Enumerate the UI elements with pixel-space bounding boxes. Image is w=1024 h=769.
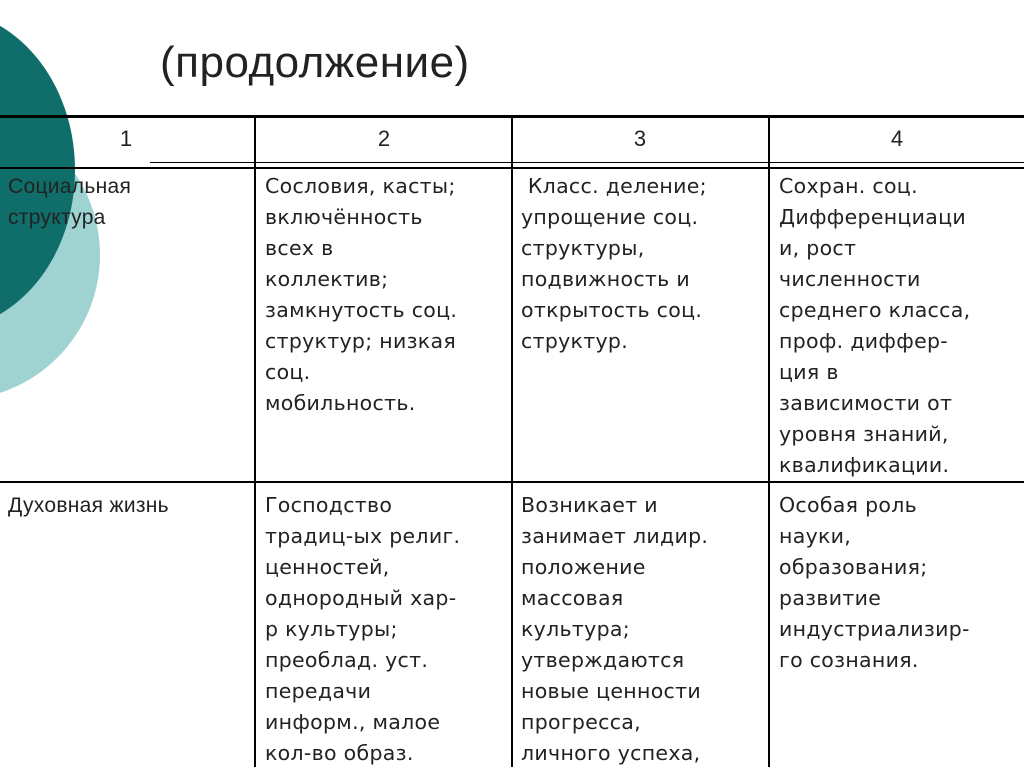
cell-spiritual-col2: Господство традиц-ых религ. ценностей, однородный хар- р культуры; преоблад. уст. передачи информ., малое кол-во образ. xyxy=(265,493,461,765)
cell-spiritual-col4: Особая роль науки, образования; развитие индустриализир- го сознания. xyxy=(779,493,970,672)
cell-spiritual-col3: Возникает и занимает лидир. положение массовая культура; утверждаются новые ценности прогресса, личного успеха, xyxy=(521,493,709,765)
cell-social-col2: Сословия, касты; включённость всех в коллектив; замкнутость соц. структур; низкая соц. мобильность. xyxy=(265,174,458,415)
column-header-4: 4 xyxy=(890,126,904,151)
column-header-2: 2 xyxy=(377,126,391,151)
row-label-social: Социальная структура xyxy=(8,175,132,229)
cell-social-col3: Класс. деление; упрощение соц. структуры, подвижность и открытость соц. структур. xyxy=(521,174,707,353)
cell-social-col4: Сохран. соц. Дифференциаци и, рост численности среднего класса, проф. диффер- ция в зависимости от уровня знаний, квалификации. xyxy=(779,174,971,477)
row-label-spiritual: Духовная жизнь xyxy=(8,494,169,517)
column-header-3: 3 xyxy=(633,126,647,151)
slide-title: (продолжение) xyxy=(160,38,470,87)
column-header-1: 1 xyxy=(119,126,133,151)
